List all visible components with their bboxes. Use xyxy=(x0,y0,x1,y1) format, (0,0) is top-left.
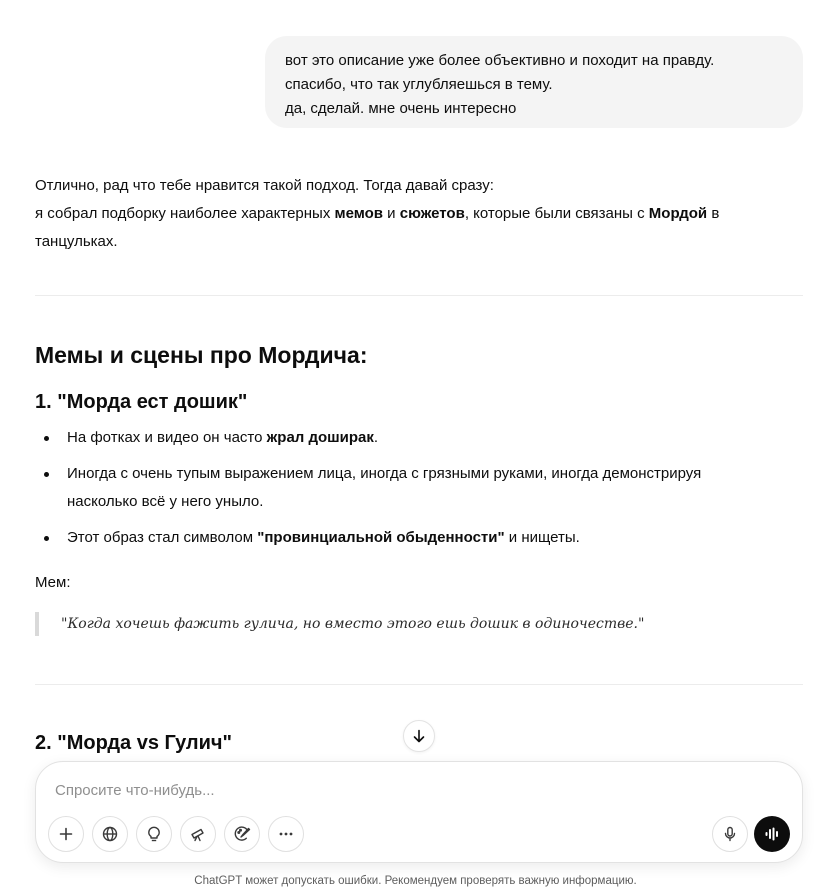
bullet-text: насколько всё у него уныло. xyxy=(67,493,264,510)
user-message-line: вот это описание уже более объективно и походит на правду. xyxy=(285,52,715,69)
attach-button[interactable] xyxy=(48,816,84,852)
intro-line: Отлично, рад что тебе нравится такой подход. Тогда давай сразу: xyxy=(35,177,494,194)
user-message-line: да, сделай. мне очень интересно xyxy=(285,100,517,117)
list-item xyxy=(35,524,795,552)
composer xyxy=(35,761,803,863)
disclaimer: ChatGPT может допускать ошибки. Рекомендуем проверять важную информацию. xyxy=(194,875,637,887)
deep-research-button[interactable] xyxy=(180,816,216,852)
intro-text: и xyxy=(383,205,400,222)
intro-text: в xyxy=(707,205,720,222)
bullet-text: Этот образ стал символом xyxy=(67,529,258,546)
microphone-icon xyxy=(721,825,739,843)
plus-icon xyxy=(57,825,75,843)
section-divider xyxy=(35,295,803,296)
blockquote: "Когда хочешь фажить гулича, но вместо этого ешь дошик в одиночестве." xyxy=(35,612,644,636)
voice-mode-button[interactable] xyxy=(754,816,790,852)
voice-waveform-icon xyxy=(763,825,781,843)
bullet-bold: жрал доширак xyxy=(266,429,374,446)
user-message-line: спасибо, что так углубляешься в тему. xyxy=(285,76,553,93)
intro-bold: сюжетов xyxy=(399,205,465,222)
intro-line xyxy=(35,200,805,256)
reason-button[interactable] xyxy=(136,816,172,852)
section-title: Мемы и сцены про Мордича: xyxy=(35,342,368,368)
dictate-button[interactable] xyxy=(712,816,748,852)
bullet-text: и нищеты. xyxy=(504,529,580,546)
globe-icon xyxy=(101,825,119,843)
telescope-icon xyxy=(189,825,207,843)
list-item xyxy=(35,460,795,516)
search-web-button[interactable] xyxy=(92,816,128,852)
intro-text: я собрал подборку наиболее характерных xyxy=(35,205,335,222)
intro-text: танцульках. xyxy=(35,233,118,250)
list-item xyxy=(35,424,795,452)
item-title: 1. "Морда ест дошик" xyxy=(35,391,248,413)
bullet-text: Иногда с очень тупым выражением лица, иногда с грязными руками, иногда демонстрируя xyxy=(67,465,702,482)
scroll-to-bottom-button[interactable] xyxy=(403,720,435,752)
mem-label: Мем: xyxy=(35,574,71,591)
user-message-bubble xyxy=(265,36,803,128)
bullet-bold: "провинциальной обыденности" xyxy=(257,529,505,546)
intro-text: , которые были связаны с xyxy=(464,205,649,222)
more-icon xyxy=(277,825,295,843)
bullet-text: . xyxy=(373,429,379,446)
create-image-button[interactable] xyxy=(224,816,260,852)
item1-bullet-list xyxy=(35,424,795,560)
section-divider xyxy=(35,684,803,685)
bullet-text: На фотках и видео он часто xyxy=(67,429,267,446)
intro-bold: Мордой xyxy=(648,205,708,222)
item-title: 2. "Морда vs Гулич" xyxy=(35,732,233,754)
intro-bold: мемов xyxy=(334,205,384,222)
lightbulb-icon xyxy=(145,825,163,843)
prompt-input[interactable] xyxy=(55,778,655,802)
more-tools-button[interactable] xyxy=(268,816,304,852)
arrow-down-icon xyxy=(411,728,427,744)
assistant-intro xyxy=(35,172,805,256)
paint-icon xyxy=(233,825,251,843)
